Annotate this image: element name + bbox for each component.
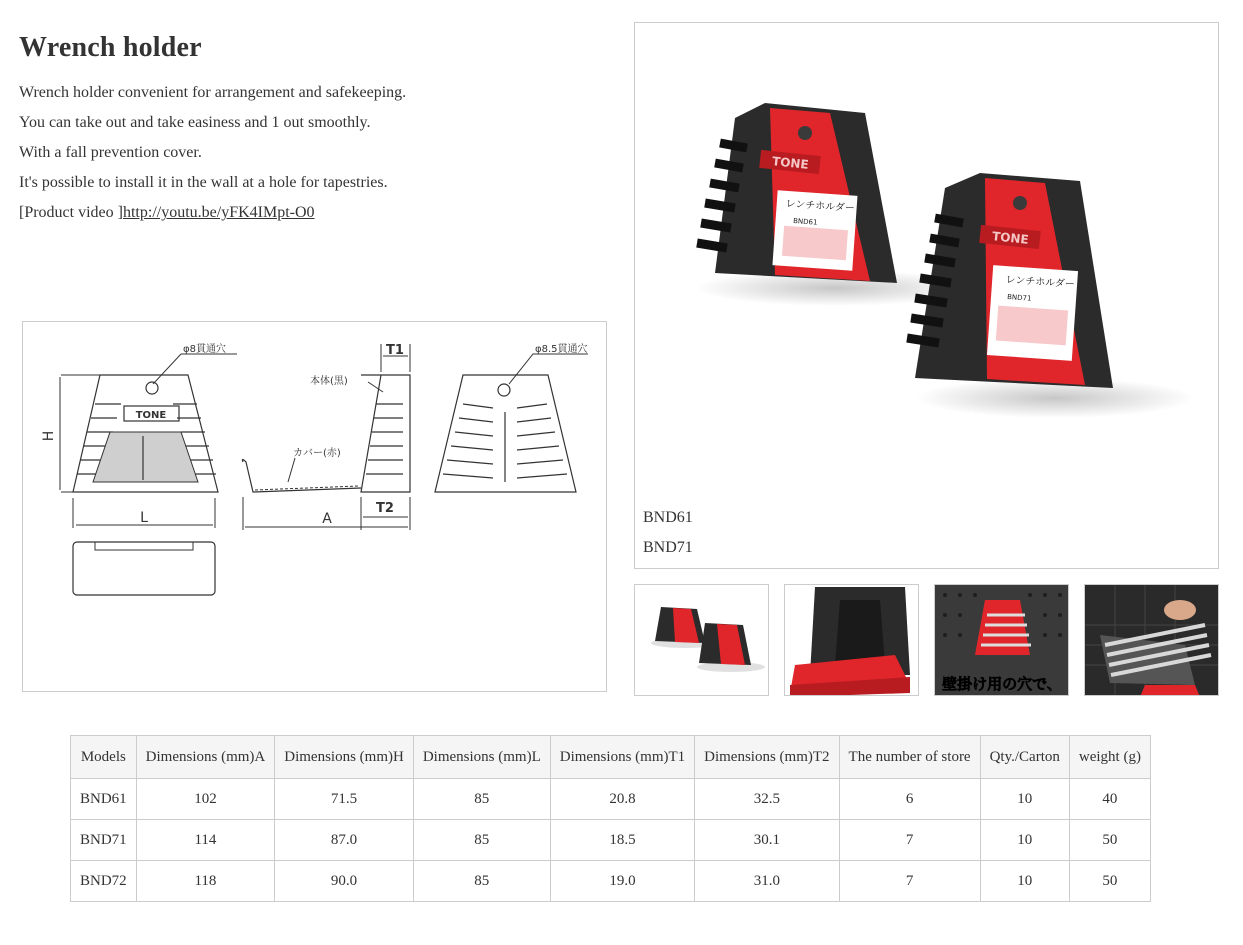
holder1-label: レンチホルダー <box>785 198 856 215</box>
column-header: Models <box>71 736 137 779</box>
main-product-image[interactable] <box>634 22 1219 569</box>
description-line: With a fall prevention cover. <box>19 144 202 161</box>
column-header: Dimensions (mm)H <box>275 736 414 779</box>
column-header: Dimensions (mm)L <box>413 736 550 779</box>
dim-a-label: A <box>322 511 332 527</box>
thumbnail-2[interactable] <box>784 584 919 696</box>
column-header: The number of store <box>839 736 980 779</box>
table-cell: 40 <box>1069 779 1150 820</box>
table-cell: BND61 <box>71 779 137 820</box>
holder2-brand: TONE <box>991 229 1030 247</box>
table-cell: 19.0 <box>550 861 694 902</box>
thumbnail-3-text: 壁掛け用の穴で、 <box>942 675 1062 693</box>
column-header: Dimensions (mm)T2 <box>695 736 839 779</box>
hole-back-label: φ8.5貫通穴 <box>535 344 588 355</box>
description-line: Wrench holder convenient for arrangement and safekeeping. <box>19 84 407 101</box>
product-description <box>19 78 599 228</box>
table-cell: 10 <box>980 861 1069 902</box>
spec-table <box>70 735 1151 902</box>
drawing-svg <box>23 322 608 693</box>
table-cell: 7 <box>839 820 980 861</box>
table-cell: 90.0 <box>275 861 414 902</box>
table-cell: 32.5 <box>695 779 839 820</box>
cover-label: カバー(赤) <box>293 448 341 459</box>
table-cell: 6 <box>839 779 980 820</box>
table-cell: 114 <box>136 820 275 861</box>
column-header: Dimensions (mm)A <box>136 736 275 779</box>
column-header: Dimensions (mm)T1 <box>550 736 694 779</box>
table-header-row <box>71 736 1151 779</box>
column-header: Qty./Carton <box>980 736 1069 779</box>
technical-drawing <box>22 321 607 692</box>
table-cell: 85 <box>413 820 550 861</box>
table-cell: 85 <box>413 861 550 902</box>
table-cell: 71.5 <box>275 779 414 820</box>
image-caption: BND61 <box>643 509 693 526</box>
table-row <box>71 779 1151 820</box>
page-title: Wrench holder <box>19 32 202 63</box>
table-cell: 10 <box>980 779 1069 820</box>
holder2-label: レンチホルダー <box>1005 274 1076 291</box>
dim-l-label: L <box>140 510 148 526</box>
thumbnail-4[interactable] <box>1084 584 1219 696</box>
hole-front-label: φ8貫通穴 <box>183 344 226 355</box>
table-cell: BND71 <box>71 820 137 861</box>
dim-t2-label: T2 <box>376 501 394 516</box>
table-cell: 31.0 <box>695 861 839 902</box>
table-cell: 85 <box>413 779 550 820</box>
table-cell: 50 <box>1069 820 1150 861</box>
video-link[interactable]: http://youtu.be/yFK4IMpt-O0 <box>122 204 315 221</box>
drawing-brand-text: TONE <box>135 410 167 421</box>
holder1-model: BND61 <box>792 217 818 227</box>
thumbnail-image <box>935 585 1069 696</box>
dim-t1-label: T1 <box>386 343 404 358</box>
table-cell: 102 <box>136 779 275 820</box>
dim-h-label: H <box>41 430 57 442</box>
column-header: weight (g) <box>1069 736 1150 779</box>
table-cell: 118 <box>136 861 275 902</box>
holder1-brand: TONE <box>771 154 810 172</box>
image-caption: BND71 <box>643 539 693 556</box>
table-cell: 30.1 <box>695 820 839 861</box>
thumbnail-image <box>635 585 769 696</box>
description-line: You can take out and take easiness and 1 out smoothly. <box>19 114 371 131</box>
table-cell: 87.0 <box>275 820 414 861</box>
description-line: It's possible to install it in the wall at a hole for tapestries. <box>19 174 388 191</box>
video-prefix: [Product video ] <box>19 204 123 221</box>
holder2-model: BND71 <box>1006 293 1032 303</box>
table-cell: 7 <box>839 861 980 902</box>
table-cell: 18.5 <box>550 820 694 861</box>
thumbnail-3[interactable] <box>934 584 1069 696</box>
table-cell: 20.8 <box>550 779 694 820</box>
table-cell: BND72 <box>71 861 137 902</box>
thumbnail-image <box>1085 585 1219 696</box>
thumbnail-1[interactable] <box>634 584 769 696</box>
table-row <box>71 861 1151 902</box>
table-cell: 50 <box>1069 861 1150 902</box>
body-label: 本体(黒) <box>310 376 348 387</box>
product-photo <box>635 23 1220 493</box>
table-row <box>71 820 1151 861</box>
table-cell: 10 <box>980 820 1069 861</box>
thumbnail-image <box>785 585 919 696</box>
video-line <box>19 198 599 228</box>
